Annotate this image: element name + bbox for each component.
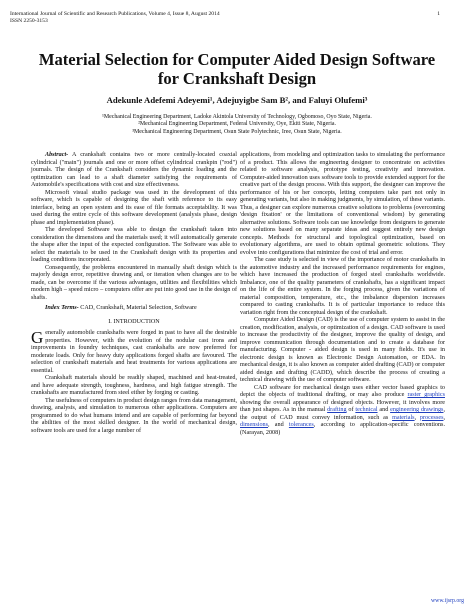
issn: ISSN 2250-3153 [10, 18, 48, 24]
section-heading-introduction: I. INTRODUCTION [108, 318, 160, 325]
right-paragraph-4 [240, 385, 445, 438]
affiliation-2: ²Mechanical Engineering Department, Federal University, Oye, Ekiti State, Nigeria. [138, 121, 336, 128]
abstract-paragraph-3: The developed Software was able to design the crankshaft taken into consideration the dimensions and the materials used; it will automatically generate the shape after the input of the expected configuration. The Software was able to select the materials to be used in the Crankshaft design with its properties and loading conditions incorporated. [31, 227, 237, 263]
p4-text-b: showing the overall appearance of designed objects. However, it involves more than just shapes. As in the manual [240, 399, 445, 413]
link-technical[interactable]: technical [355, 407, 378, 413]
affiliations [0, 114, 474, 136]
p4-text-d: and [377, 407, 391, 413]
author-list: Adekunle Adefemi Adeyemi¹, Adejuyigbe Sam B², and Faluyi Olufemi³ [106, 95, 368, 105]
link-drafting[interactable]: drafting [327, 407, 347, 413]
affiliation-3: ³Mechanical Engineering Department, Osun State Polytechnic, Iree, Osun State, Nigeria. [132, 128, 342, 135]
abstract-paragraph-2: Microsoft visual studio package was used in the development of this software, which is capable of designing the shaft with reference to its easy interface, being an open system and its ease of file formats acceptability. It was used during the entire cycle of this software development (analysis phase, design phase and implementation phase). [31, 189, 237, 226]
p4-text-i: , according to application-specific conventions. (Narayan, 2008) [240, 422, 445, 436]
page-number: 1 [437, 11, 440, 17]
intro-paragraph-2: Crankshaft materials should be readily shaped, machined and heat-treated, and have adequate strength, toughness, hardness, and high fatigue strength. The crankshafts are manufactured from steel either by forging or casting. [31, 375, 237, 396]
link-processes[interactable]: processes [419, 414, 444, 421]
link-engineering-drawings[interactable]: engineering drawings [390, 407, 444, 413]
journal-line: International Journal of Scientific and Research Publications, Volume 4, Issue 8, August 2014 [10, 11, 220, 17]
p4-text-c: of [346, 407, 356, 413]
link-materials[interactable]: materials [392, 414, 415, 421]
right-paragraph-3: Computer Aided Design (CAD) is the use of computer system to assist in the creation, modification, analysis, or optimization of a design. CAD software is used to increase the productivity of the designer, improve the quality of design, and improve communication through documentation and to create a database for manufacturing. Computer - aided design is used in many fields. It's use in electronic design is known as Electronic Design Automation, or EDA. In mechanical design, it is also known as computer aided drafting (CAD) or computer aided design and drafting (CADD), which describe the process of creating a technical drawing with the use of computer software. [240, 317, 445, 383]
title-line-2: for Crankshaft Design [157, 69, 317, 88]
affiliation-1: ¹Mechanical Engineering Department, Ladoke Akintola University of Technology, Ogbomoso, Oyo State, Nigeria. [102, 114, 372, 120]
p4-text-a: CAD software for mechanical design uses either vector based graphics to depict the objects of traditional drafting, or may also produce [240, 384, 445, 398]
intro-paragraph-3: The usefulness of computers in product design ranges from data management, drawing, analysis, and simulation to numerous other applications. Computers are programmed to do what humans intend and are capable of performing far beyond the abilities of the most skilled designer. In the world of mechanical design, software tools are used for a large number of [31, 397, 237, 434]
paper-title [0, 50, 474, 88]
link-dimensions[interactable]: dimensions [240, 422, 268, 428]
left-column [31, 152, 237, 435]
p4-text-f: , [414, 414, 420, 421]
link-raster-graphics[interactable]: raster graphics [407, 392, 445, 398]
intro-paragraph-1-text: enerally automobile crankshafts were forged in past to have all the desirable properties. However, with the evolution of the nodular cast irons and improvements in foundry techniques, cast crankshafts are now preferred for moderate loads. Only for heavy duty applications forged shafts are favoured. The selection of crankshaft materials and heat treatments for various applications are essential. [31, 330, 237, 374]
p4-text-e: , the output of CAD must convey information, such as [240, 407, 445, 421]
abstract-paragraph-4: Consequently, the problems encountered in manually shaft design which is majorly design error, repetitive drawing and, or iteration when changes are to be made, can be overcome if the various advantages, utilities and flexibilities which modern high – speed micro – computers offer are put into good use in the design of shafts. [31, 264, 237, 301]
keywords-paragraph [31, 305, 237, 313]
p4-text-g: , [443, 414, 445, 421]
p4-text-h: , and [267, 422, 289, 428]
running-header [10, 11, 464, 25]
keywords-label: Index Terms- [45, 305, 79, 311]
abstract-paragraph [31, 152, 237, 190]
intro-paragraph-1 [31, 330, 237, 375]
keywords-text: CAD, Crankshaft, Material Selection, Software [78, 305, 197, 311]
right-paragraph-2: The case study is selected in view of the importance of motor crankshafts in the automotive industry and the increased performance requirements for engines, which have increased the production of forged steel crankshafts worldwide. Imbalance, one of the quality parameters of crankshafts, has a significant impact on the life of the entire system. In the forging process, given the variations of material composition, temperature, etc., the imbalance dispersion increases compared to casting crankshafts. It is of particular importance to reduce this variation right from the conceptual design of the crankshaft. [240, 257, 445, 316]
abstract-label: Abstract- [45, 152, 69, 158]
right-column [240, 152, 445, 437]
footer-url[interactable]: www.ijsrp.org [430, 598, 464, 604]
drop-cap: G [31, 328, 44, 347]
abstract-text: A crankshaft contains two or more centrally-located coaxial cylindrical ("main") journals and one or more offset cylindrical crankpin ("rod") journals. The design of the Crankshaft considers the dynamic loading and the optimization can lead to a shaft diameter satisfying the requirements of Automobile's specifications with cost and size effectiveness. [31, 152, 237, 188]
right-paragraph-1: applications, from modeling and optimization tasks to simulating the performance of a product. This allows the engineering designer to concentrate on activities related to software analysis, prototype testing, creativity and innovation. Computer-aided innovation uses software tools to provide extended support for the creative part of the design process. With this support, the designer can improve the performance of his or her concepts, letting computers take part not only in generating variants, but also in making judgments, by simulation, of these variants. Thus, a designer can explore numerous creative solutions to problems (overcoming 'design fixation' or the limitations of conventional wisdom) by generating alternative solutions. Software tools can use knowledge from designers to generate new solutions based on many separate ideas and suggest entirely new design concepts. Methods for structural and topological optimization, based on evolutionary algorithms, are used to obtain optimal geometric solutions. They evolve into configurations that minimize the cost of trial and error. [240, 152, 445, 256]
link-tolerances[interactable]: tolerances [288, 422, 314, 428]
title-line-1: Material Selection for Computer Aided Design Software [38, 50, 436, 69]
